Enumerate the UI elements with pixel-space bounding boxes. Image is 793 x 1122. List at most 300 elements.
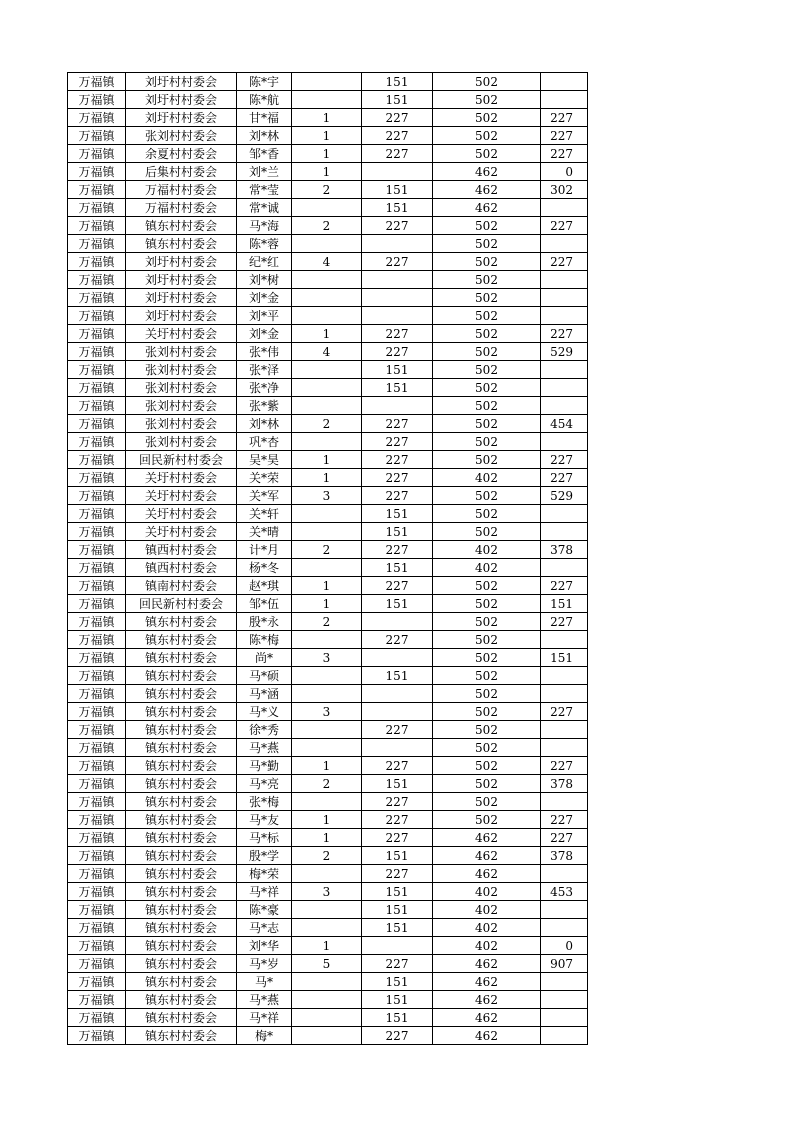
name-cell: 甘*福 xyxy=(237,109,292,127)
village-committee-cell: 镇东村村委会 xyxy=(126,955,237,973)
total-cell xyxy=(541,1027,588,1045)
total-cell xyxy=(541,199,588,217)
town-cell: 万福镇 xyxy=(68,901,126,919)
name-cell: 张*净 xyxy=(237,379,292,397)
village-committee-cell: 回民新村村委会 xyxy=(126,451,237,469)
count-cell xyxy=(292,631,362,649)
amount-b-cell: 462 xyxy=(433,163,541,181)
count-cell: 1 xyxy=(292,451,362,469)
table-row xyxy=(68,307,588,325)
village-committee-cell: 张刘村村委会 xyxy=(126,361,237,379)
table-row xyxy=(68,847,588,865)
total-cell: 227 xyxy=(541,145,588,163)
table-row xyxy=(68,523,588,541)
count-cell: 1 xyxy=(292,325,362,343)
amount-a-cell: 227 xyxy=(362,451,433,469)
village-committee-cell: 镇西村村委会 xyxy=(126,541,237,559)
name-cell: 刘*树 xyxy=(237,271,292,289)
amount-a-cell xyxy=(362,397,433,415)
amount-a-cell xyxy=(362,271,433,289)
count-cell xyxy=(292,919,362,937)
total-cell: 453 xyxy=(541,883,588,901)
amount-a-cell: 227 xyxy=(362,1027,433,1045)
amount-a-cell: 151 xyxy=(362,847,433,865)
village-committee-cell: 刘圩村村委会 xyxy=(126,91,237,109)
count-cell xyxy=(292,721,362,739)
town-cell: 万福镇 xyxy=(68,343,126,361)
village-committee-cell: 回民新村村委会 xyxy=(126,595,237,613)
count-cell xyxy=(292,91,362,109)
amount-b-cell: 502 xyxy=(433,127,541,145)
name-cell: 纪*红 xyxy=(237,253,292,271)
table-row xyxy=(68,793,588,811)
total-cell xyxy=(541,433,588,451)
table-row xyxy=(68,253,588,271)
village-committee-cell: 关圩村村委会 xyxy=(126,487,237,505)
amount-a-cell: 151 xyxy=(362,379,433,397)
table-row xyxy=(68,505,588,523)
amount-b-cell: 502 xyxy=(433,253,541,271)
name-cell: 马*燕 xyxy=(237,739,292,757)
total-cell xyxy=(541,91,588,109)
amount-b-cell: 502 xyxy=(433,145,541,163)
table-row xyxy=(68,883,588,901)
village-committee-cell: 镇东村村委会 xyxy=(126,649,237,667)
name-cell: 马* xyxy=(237,973,292,991)
count-cell: 2 xyxy=(292,217,362,235)
amount-a-cell: 227 xyxy=(362,757,433,775)
name-cell: 马*志 xyxy=(237,919,292,937)
name-cell: 马*标 xyxy=(237,829,292,847)
name-cell: 陈*梅 xyxy=(237,631,292,649)
town-cell: 万福镇 xyxy=(68,109,126,127)
total-cell: 227 xyxy=(541,829,588,847)
town-cell: 万福镇 xyxy=(68,289,126,307)
count-cell xyxy=(292,739,362,757)
name-cell: 张*伟 xyxy=(237,343,292,361)
total-cell: 227 xyxy=(541,577,588,595)
name-cell: 张*泽 xyxy=(237,361,292,379)
amount-a-cell: 151 xyxy=(362,901,433,919)
village-committee-cell: 张刘村村委会 xyxy=(126,397,237,415)
amount-a-cell xyxy=(362,739,433,757)
village-committee-cell: 镇东村村委会 xyxy=(126,739,237,757)
amount-a-cell: 151 xyxy=(362,181,433,199)
amount-a-cell xyxy=(362,289,433,307)
name-cell: 殷*永 xyxy=(237,613,292,631)
amount-b-cell: 502 xyxy=(433,343,541,361)
count-cell xyxy=(292,271,362,289)
total-cell xyxy=(541,721,588,739)
amount-a-cell: 151 xyxy=(362,667,433,685)
amount-a-cell: 151 xyxy=(362,991,433,1009)
village-committee-cell: 刘圩村村委会 xyxy=(126,271,237,289)
amount-a-cell: 227 xyxy=(362,865,433,883)
town-cell: 万福镇 xyxy=(68,361,126,379)
town-cell: 万福镇 xyxy=(68,721,126,739)
amount-a-cell: 227 xyxy=(362,721,433,739)
amount-a-cell: 151 xyxy=(362,919,433,937)
town-cell: 万福镇 xyxy=(68,631,126,649)
count-cell xyxy=(292,1027,362,1045)
town-cell: 万福镇 xyxy=(68,307,126,325)
village-committee-cell: 镇东村村委会 xyxy=(126,775,237,793)
town-cell: 万福镇 xyxy=(68,847,126,865)
town-cell: 万福镇 xyxy=(68,181,126,199)
table-row xyxy=(68,541,588,559)
amount-a-cell: 227 xyxy=(362,577,433,595)
amount-a-cell: 227 xyxy=(362,811,433,829)
name-cell: 马*硕 xyxy=(237,667,292,685)
count-cell: 1 xyxy=(292,577,362,595)
town-cell: 万福镇 xyxy=(68,523,126,541)
table-row xyxy=(68,145,588,163)
town-cell: 万福镇 xyxy=(68,793,126,811)
total-cell: 378 xyxy=(541,541,588,559)
amount-a-cell: 227 xyxy=(362,433,433,451)
town-cell: 万福镇 xyxy=(68,325,126,343)
count-cell: 1 xyxy=(292,145,362,163)
count-cell xyxy=(292,865,362,883)
count-cell: 1 xyxy=(292,163,362,181)
amount-b-cell: 502 xyxy=(433,487,541,505)
name-cell: 陈*宇 xyxy=(237,73,292,91)
amount-b-cell: 502 xyxy=(433,271,541,289)
village-committee-cell: 镇东村村委会 xyxy=(126,757,237,775)
count-cell: 5 xyxy=(292,955,362,973)
total-cell: 529 xyxy=(541,487,588,505)
table-row xyxy=(68,775,588,793)
total-cell xyxy=(541,991,588,1009)
table-row xyxy=(68,1027,588,1045)
total-cell: 227 xyxy=(541,451,588,469)
total-cell: 0 xyxy=(541,937,588,955)
amount-a-cell: 227 xyxy=(362,127,433,145)
table-row xyxy=(68,469,588,487)
count-cell xyxy=(292,289,362,307)
amount-b-cell: 462 xyxy=(433,181,541,199)
village-committee-cell: 镇东村村委会 xyxy=(126,865,237,883)
total-cell: 227 xyxy=(541,811,588,829)
count-cell: 2 xyxy=(292,181,362,199)
total-cell: 302 xyxy=(541,181,588,199)
amount-b-cell: 502 xyxy=(433,307,541,325)
village-committee-cell: 余夏村村委会 xyxy=(126,145,237,163)
town-cell: 万福镇 xyxy=(68,253,126,271)
amount-b-cell: 502 xyxy=(433,577,541,595)
table-row xyxy=(68,379,588,397)
village-committee-cell: 张刘村村委会 xyxy=(126,415,237,433)
table-row xyxy=(68,721,588,739)
total-cell xyxy=(541,289,588,307)
amount-b-cell: 502 xyxy=(433,721,541,739)
total-cell xyxy=(541,73,588,91)
total-cell xyxy=(541,379,588,397)
amount-b-cell: 462 xyxy=(433,199,541,217)
name-cell: 邹*伍 xyxy=(237,595,292,613)
count-cell xyxy=(292,685,362,703)
count-cell: 4 xyxy=(292,253,362,271)
amount-b-cell: 502 xyxy=(433,667,541,685)
table-row xyxy=(68,757,588,775)
table-row xyxy=(68,811,588,829)
village-committee-cell: 镇东村村委会 xyxy=(126,631,237,649)
count-cell xyxy=(292,199,362,217)
amount-a-cell: 151 xyxy=(362,73,433,91)
village-committee-cell: 张刘村村委会 xyxy=(126,343,237,361)
village-committee-cell: 万福村村委会 xyxy=(126,181,237,199)
amount-b-cell: 502 xyxy=(433,631,541,649)
total-cell xyxy=(541,271,588,289)
amount-a-cell: 227 xyxy=(362,109,433,127)
village-committee-cell: 镇东村村委会 xyxy=(126,973,237,991)
total-cell: 378 xyxy=(541,847,588,865)
village-committee-cell: 刘圩村村委会 xyxy=(126,307,237,325)
town-cell: 万福镇 xyxy=(68,379,126,397)
table-row xyxy=(68,613,588,631)
name-cell: 邹*香 xyxy=(237,145,292,163)
town-cell: 万福镇 xyxy=(68,469,126,487)
count-cell: 1 xyxy=(292,937,362,955)
amount-a-cell: 151 xyxy=(362,91,433,109)
amount-a-cell: 227 xyxy=(362,415,433,433)
table-row xyxy=(68,631,588,649)
name-cell: 陈*航 xyxy=(237,91,292,109)
table-row xyxy=(68,397,588,415)
town-cell: 万福镇 xyxy=(68,73,126,91)
amount-a-cell: 227 xyxy=(362,217,433,235)
amount-a-cell: 227 xyxy=(362,541,433,559)
name-cell: 梅* xyxy=(237,1027,292,1045)
total-cell: 378 xyxy=(541,775,588,793)
amount-a-cell xyxy=(362,649,433,667)
town-cell: 万福镇 xyxy=(68,541,126,559)
amount-b-cell: 502 xyxy=(433,289,541,307)
town-cell: 万福镇 xyxy=(68,937,126,955)
name-cell: 马*义 xyxy=(237,703,292,721)
village-committee-cell: 镇东村村委会 xyxy=(126,667,237,685)
amount-b-cell: 502 xyxy=(433,235,541,253)
table-row xyxy=(68,487,588,505)
amount-a-cell: 227 xyxy=(362,325,433,343)
total-cell xyxy=(541,919,588,937)
name-cell: 关*荣 xyxy=(237,469,292,487)
total-cell xyxy=(541,307,588,325)
amount-a-cell: 151 xyxy=(362,523,433,541)
name-cell: 马*涵 xyxy=(237,685,292,703)
name-cell: 刘*金 xyxy=(237,289,292,307)
amount-b-cell: 402 xyxy=(433,541,541,559)
amount-a-cell: 151 xyxy=(362,883,433,901)
name-cell: 刘*林 xyxy=(237,415,292,433)
village-committee-cell: 刘圩村村委会 xyxy=(126,73,237,91)
town-cell: 万福镇 xyxy=(68,685,126,703)
amount-a-cell xyxy=(362,685,433,703)
total-cell xyxy=(541,1009,588,1027)
amount-b-cell: 502 xyxy=(433,811,541,829)
village-committee-cell: 镇东村村委会 xyxy=(126,217,237,235)
name-cell: 梅*荣 xyxy=(237,865,292,883)
total-cell: 227 xyxy=(541,613,588,631)
table-row xyxy=(68,325,588,343)
village-committee-cell: 镇南村村委会 xyxy=(126,577,237,595)
amount-a-cell: 151 xyxy=(362,595,433,613)
town-cell: 万福镇 xyxy=(68,1009,126,1027)
count-cell xyxy=(292,1009,362,1027)
table-row xyxy=(68,973,588,991)
name-cell: 常*莹 xyxy=(237,181,292,199)
amount-a-cell: 227 xyxy=(362,829,433,847)
name-cell: 马*亮 xyxy=(237,775,292,793)
table-row xyxy=(68,163,588,181)
table-row xyxy=(68,109,588,127)
name-cell: 张*紫 xyxy=(237,397,292,415)
village-committee-cell: 张刘村村委会 xyxy=(126,379,237,397)
table-row xyxy=(68,127,588,145)
town-cell: 万福镇 xyxy=(68,415,126,433)
town-cell: 万福镇 xyxy=(68,613,126,631)
name-cell: 马*祥 xyxy=(237,1009,292,1027)
amount-b-cell: 462 xyxy=(433,829,541,847)
town-cell: 万福镇 xyxy=(68,235,126,253)
village-committee-cell: 万福村村委会 xyxy=(126,199,237,217)
table-row xyxy=(68,181,588,199)
name-cell: 计*月 xyxy=(237,541,292,559)
town-cell: 万福镇 xyxy=(68,217,126,235)
count-cell: 3 xyxy=(292,703,362,721)
table-row xyxy=(68,415,588,433)
count-cell: 3 xyxy=(292,883,362,901)
total-cell: 227 xyxy=(541,109,588,127)
village-committee-cell: 镇东村村委会 xyxy=(126,991,237,1009)
amount-a-cell: 227 xyxy=(362,631,433,649)
amount-b-cell: 462 xyxy=(433,991,541,1009)
town-cell: 万福镇 xyxy=(68,451,126,469)
total-cell xyxy=(541,235,588,253)
count-cell: 2 xyxy=(292,415,362,433)
amount-a-cell: 151 xyxy=(362,505,433,523)
table-row xyxy=(68,361,588,379)
amount-a-cell xyxy=(362,937,433,955)
town-cell: 万福镇 xyxy=(68,739,126,757)
table-row xyxy=(68,937,588,955)
total-cell: 151 xyxy=(541,595,588,613)
amount-a-cell: 151 xyxy=(362,361,433,379)
town-cell: 万福镇 xyxy=(68,883,126,901)
total-cell xyxy=(541,523,588,541)
village-committee-cell: 镇东村村委会 xyxy=(126,811,237,829)
total-cell: 227 xyxy=(541,469,588,487)
table-row xyxy=(68,919,588,937)
table-row xyxy=(68,343,588,361)
town-cell: 万福镇 xyxy=(68,199,126,217)
town-cell: 万福镇 xyxy=(68,955,126,973)
total-cell: 529 xyxy=(541,343,588,361)
count-cell xyxy=(292,793,362,811)
name-cell: 马*燕 xyxy=(237,991,292,1009)
count-cell: 1 xyxy=(292,109,362,127)
count-cell: 2 xyxy=(292,775,362,793)
amount-b-cell: 502 xyxy=(433,325,541,343)
count-cell: 1 xyxy=(292,811,362,829)
village-committee-cell: 后集村村委会 xyxy=(126,163,237,181)
town-cell: 万福镇 xyxy=(68,865,126,883)
table-row xyxy=(68,451,588,469)
amount-b-cell: 462 xyxy=(433,1009,541,1027)
name-cell: 马*海 xyxy=(237,217,292,235)
total-cell: 0 xyxy=(541,163,588,181)
total-cell xyxy=(541,667,588,685)
amount-b-cell: 502 xyxy=(433,523,541,541)
table-row xyxy=(68,217,588,235)
town-cell: 万福镇 xyxy=(68,559,126,577)
amount-b-cell: 402 xyxy=(433,883,541,901)
count-cell: 3 xyxy=(292,649,362,667)
name-cell: 刘*华 xyxy=(237,937,292,955)
village-committee-cell: 张刘村村委会 xyxy=(126,127,237,145)
total-cell: 227 xyxy=(541,325,588,343)
count-cell xyxy=(292,559,362,577)
amount-b-cell: 462 xyxy=(433,1027,541,1045)
village-committee-cell: 镇西村村委会 xyxy=(126,559,237,577)
name-cell: 关*晴 xyxy=(237,523,292,541)
table-row xyxy=(68,829,588,847)
total-cell xyxy=(541,361,588,379)
amount-b-cell: 502 xyxy=(433,613,541,631)
town-cell: 万福镇 xyxy=(68,811,126,829)
amount-b-cell: 402 xyxy=(433,559,541,577)
amount-b-cell: 502 xyxy=(433,595,541,613)
village-committee-cell: 镇东村村委会 xyxy=(126,685,237,703)
village-committee-cell: 刘圩村村委会 xyxy=(126,289,237,307)
town-cell: 万福镇 xyxy=(68,505,126,523)
count-cell xyxy=(292,397,362,415)
table-row xyxy=(68,739,588,757)
village-committee-cell: 刘圩村村委会 xyxy=(126,253,237,271)
name-cell: 赵*琪 xyxy=(237,577,292,595)
amount-b-cell: 502 xyxy=(433,739,541,757)
table-row xyxy=(68,235,588,253)
total-cell: 227 xyxy=(541,757,588,775)
name-cell: 刘*林 xyxy=(237,127,292,145)
amount-b-cell: 502 xyxy=(433,451,541,469)
amount-a-cell: 227 xyxy=(362,793,433,811)
amount-a-cell: 227 xyxy=(362,343,433,361)
table-row xyxy=(68,73,588,91)
village-committee-cell: 张刘村村委会 xyxy=(126,433,237,451)
table-row xyxy=(68,955,588,973)
amount-b-cell: 502 xyxy=(433,379,541,397)
count-cell: 3 xyxy=(292,487,362,505)
table-row xyxy=(68,199,588,217)
town-cell: 万福镇 xyxy=(68,757,126,775)
amount-b-cell: 402 xyxy=(433,937,541,955)
village-committee-cell: 镇东村村委会 xyxy=(126,1009,237,1027)
town-cell: 万福镇 xyxy=(68,919,126,937)
name-cell: 徐*秀 xyxy=(237,721,292,739)
total-cell: 227 xyxy=(541,217,588,235)
total-cell xyxy=(541,739,588,757)
name-cell: 殷*学 xyxy=(237,847,292,865)
count-cell: 1 xyxy=(292,127,362,145)
name-cell: 刘*兰 xyxy=(237,163,292,181)
table-row xyxy=(68,595,588,613)
town-cell: 万福镇 xyxy=(68,487,126,505)
count-cell xyxy=(292,523,362,541)
amount-b-cell: 402 xyxy=(433,919,541,937)
total-cell: 227 xyxy=(541,703,588,721)
name-cell: 陈*蓉 xyxy=(237,235,292,253)
